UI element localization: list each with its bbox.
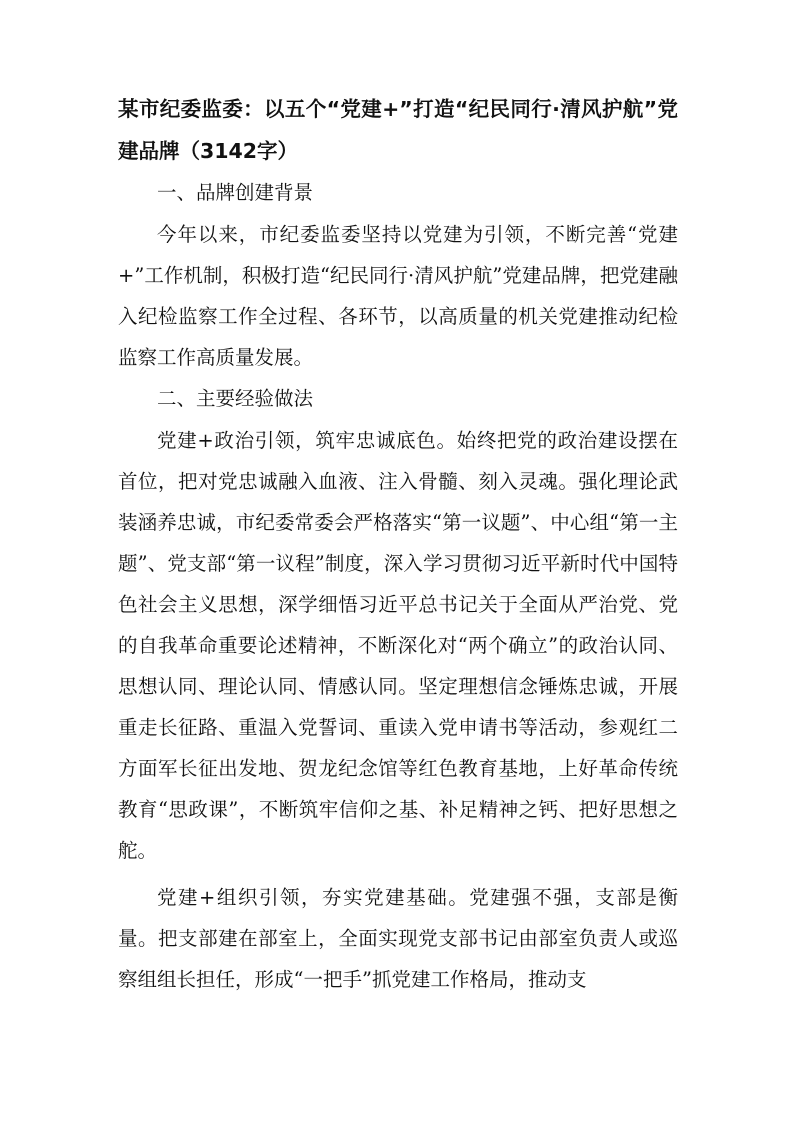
section-heading-experience: 二、主要经验做法 [157,387,314,410]
document-title: 某市纪委监委：以五个“党建+”打造“纪民同行·清风护航”党建品牌（3142字） [118,97,678,163]
paragraph-background: 今年以来，市纪委监委坚持以党建为引领，不断完善“党建+”工作机制，积极打造“纪民同行·清风护航”党建品牌，把党建融入纪检监察工作全过程、各环节，以高质量的机关党建推动纪检监察工作高质量发展。 [118,223,678,369]
document-page [118,88,678,1000]
paragraph-political-leadership: 党建+政治引领，筑牢忠诚底色。始终把党的政治建设摆在首位，把对党忠诚融入血液、注入骨髓、刻入灵魂。强化理论武装涵养忠诚，市纪委常委会严格落实“第一议题”、中心组“第一主题”、党支部“第一议程”制度，深入学习贯彻习近平新时代中国特色社会主义思想，深学细悟习近平总书记关于全面从严治党、党的自我革命重要论述精神，不断深化对“两个确立”的政治认同、思想认同、理论认同、情感认同。坚定理想信念锤炼忠诚，开展重走长征路、重温入党誓词、重读入党申请书等活动，参观红二方面军长征出发地、贺龙纪念馆等红色教育基地，上好革命传统教育“思政课”，不断筑牢信仰之基、补足精神之钙、把好思想之舵。 [118,429,678,862]
section-heading-background: 一、品牌创建背景 [157,181,314,204]
paragraph-organizational-leadership: 党建+组织引领，夯实党建基础。党建强不强，支部是衡量。把支部建在部室上，全面实现党支部书记由部室负责人或巡察组组长担任，形成“一把手”抓党建工作格局，推动支 [118,886,678,991]
